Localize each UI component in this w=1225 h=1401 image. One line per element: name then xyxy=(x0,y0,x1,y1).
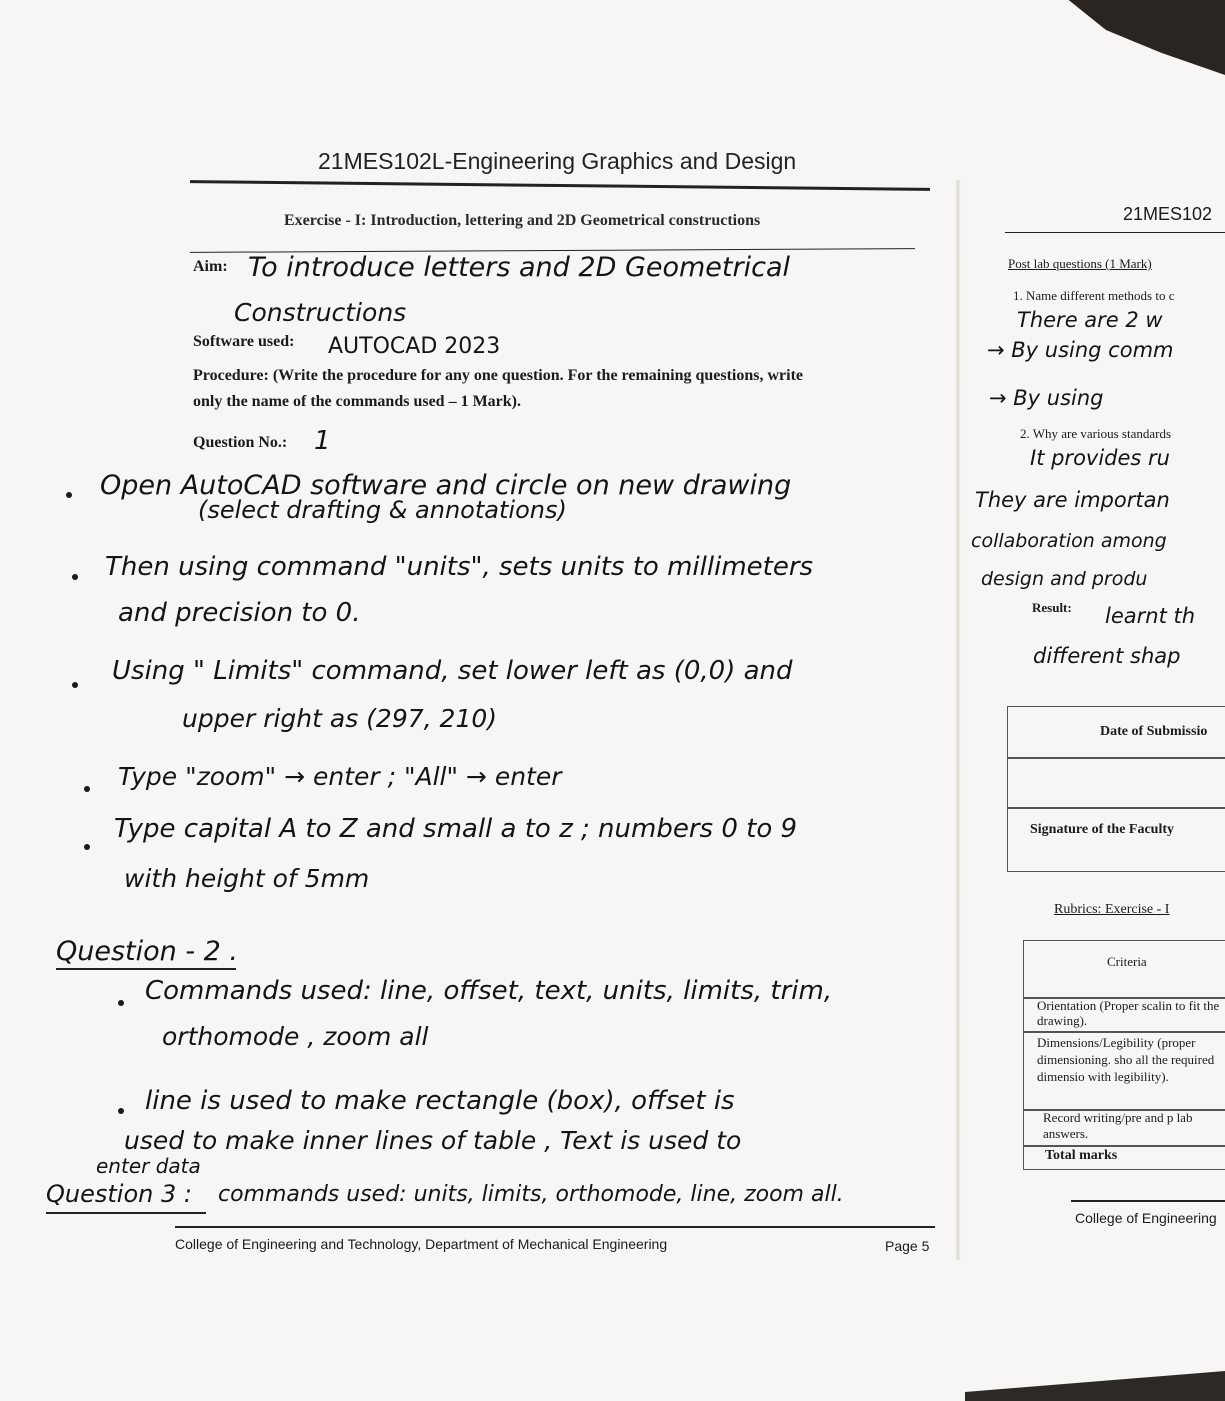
question-number-value: 1 xyxy=(314,426,331,456)
book-gutter xyxy=(955,180,961,1260)
criteria-header: Criteria xyxy=(1107,954,1147,969)
right-page xyxy=(965,190,1225,1250)
procedure-line2: only the name of the commands used – 1 Mark). xyxy=(193,393,521,410)
q2-commands-line1: Commands used: line, offset, text, units, limits, trim, xyxy=(145,976,833,1006)
step-5-line1: Type capital A to Z and small a to z ; numbers 0 to 9 xyxy=(114,814,798,844)
header-rule xyxy=(190,180,930,191)
result-label: Result: xyxy=(1032,600,1072,615)
answer-2-line1: It provides ru xyxy=(1030,446,1170,470)
footer-college: College of Engineering and Technology, Department of Mechanical Engineering xyxy=(175,1236,668,1252)
date-submission-label: Date of Submissio xyxy=(1100,724,1208,739)
software-label: Software used: xyxy=(193,333,295,350)
result-line2: different shap xyxy=(1033,644,1181,668)
answer-1-line2: → By using comm xyxy=(987,338,1174,362)
answer-1-line1: There are 2 w xyxy=(1017,308,1163,332)
question-number-label: Question No.: xyxy=(193,434,288,451)
answer-2-line4: design and produ xyxy=(981,568,1148,590)
post-lab-heading: Post lab questions (1 Mark) xyxy=(1008,256,1152,271)
step-2-line1: Then using command "units", sets units to millimeters xyxy=(105,552,814,582)
aim-text-line2: Constructions xyxy=(234,298,407,327)
bullet-icon xyxy=(72,682,78,688)
footer-page-number: Page 5 xyxy=(885,1238,930,1254)
bullet-icon xyxy=(72,574,78,580)
question-2-underline xyxy=(56,968,236,970)
q3-commands: commands used: units, limits, orthomode, line, zoom all. xyxy=(218,1182,844,1207)
answer-1-line3: → By using xyxy=(989,386,1104,410)
bullet-icon xyxy=(84,844,90,850)
right-footer-college: College of Engineering xyxy=(1075,1210,1217,1226)
bullet-icon xyxy=(118,1000,124,1006)
date-value-cell xyxy=(1007,758,1225,808)
q2-commands-line2: orthomode , zoom all xyxy=(162,1022,429,1051)
result-line1: learnt th xyxy=(1105,604,1196,628)
question-3-underline xyxy=(46,1212,206,1214)
step-1-line2: (select drafting & annotations) xyxy=(198,496,567,524)
post-lab-question-2: 2. Why are various standards xyxy=(1020,426,1172,441)
criteria-row-record: Record writing/pre and p lab answers. xyxy=(1043,1110,1193,1141)
exercise-title: Exercise - I: Introduction, lettering and 2D Geometrical constructions xyxy=(284,212,761,229)
course-header: 21MES102L-Engineering Graphics and Design xyxy=(318,148,797,174)
q2-note-line3: enter data xyxy=(96,1154,201,1178)
criteria-row-orientation: Orientation (Proper scalin to fit the drawing). xyxy=(1037,998,1220,1028)
footer-rule xyxy=(175,1226,935,1228)
q2-note-line2: used to make inner lines of table , Text is used to xyxy=(124,1126,742,1155)
step-4-line1: Type "zoom" → enter ; "All" → enter xyxy=(118,762,562,791)
question-3-heading: Question 3 : xyxy=(46,1180,192,1208)
criteria-row-dimensions: Dimensions/Legibility (proper dimensioning. sho all the required dimensio with legibility). xyxy=(1037,1035,1215,1084)
right-header-rule xyxy=(1005,232,1225,233)
rubrics-heading: Rubrics: Exercise - I xyxy=(1054,902,1170,917)
right-course-header: 21MES102 xyxy=(1123,204,1213,224)
criteria-row-total: Total marks xyxy=(1045,1148,1118,1163)
bullet-icon xyxy=(66,492,72,498)
answer-2-line3: collaboration among xyxy=(971,530,1167,552)
background-object-bottom-right xyxy=(965,1371,1225,1401)
step-1-line1: Open AutoCAD software and circle on new drawing xyxy=(100,470,792,501)
bullet-icon xyxy=(84,786,90,792)
answer-2-line2: They are importan xyxy=(975,488,1170,512)
step-3-line1: Using " Limits" command, set lower left as (0,0) and xyxy=(112,656,793,686)
aim-label: Aim: xyxy=(193,258,228,275)
background-object-top-right xyxy=(1055,0,1225,75)
step-2-line2: and precision to 0. xyxy=(118,598,361,628)
software-value: AUTOCAD 2023 xyxy=(328,334,501,359)
signature-faculty-label: Signature of the Faculty xyxy=(1030,822,1175,837)
step-3-line2: upper right as (297, 210) xyxy=(182,704,498,733)
aim-text-line1: To introduce letters and 2D Geometrical xyxy=(248,252,790,283)
q2-note-line1: line is used to make rectangle (box), offset is xyxy=(145,1086,735,1116)
post-lab-question-1: 1. Name different methods to c xyxy=(1013,288,1175,303)
bullet-icon xyxy=(118,1108,124,1114)
procedure-line1: Procedure: (Write the procedure for any one question. For the remaining questions, write xyxy=(193,367,804,384)
right-footer-rule xyxy=(1071,1200,1225,1202)
step-5-line2: with height of 5mm xyxy=(124,864,370,893)
question-2-heading: Question - 2 . xyxy=(56,936,239,967)
signature-cell xyxy=(1007,808,1225,872)
